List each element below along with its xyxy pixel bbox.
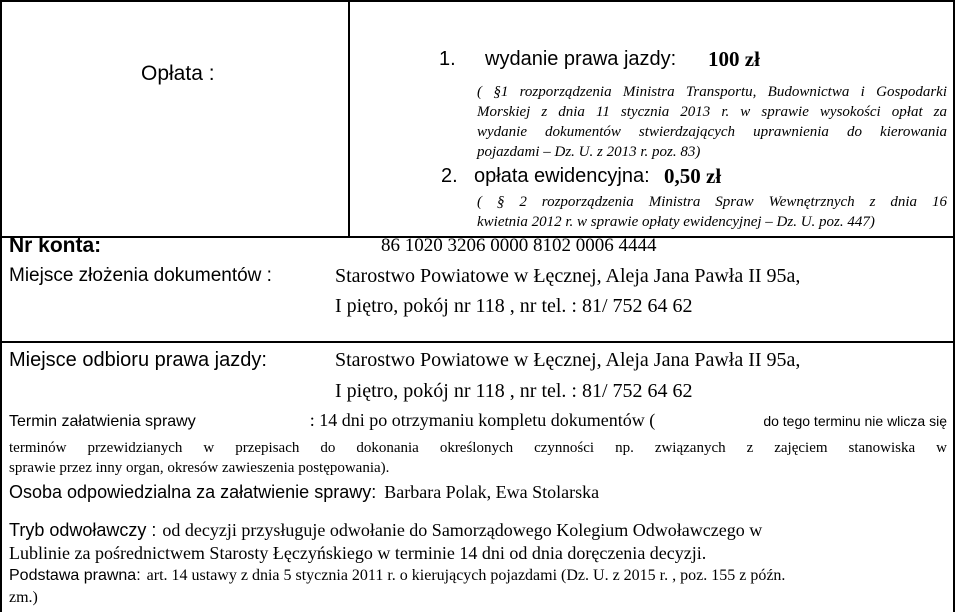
legal-basis-row	[9, 567, 785, 585]
fee-item-1-title: wydanie prawa jazdy:	[485, 48, 677, 70]
responsible-label: Osoba odpowiedzialna za załatwienie sprawy:	[9, 482, 377, 502]
fee-label: Opłata :	[141, 62, 215, 85]
fee-item-1-note-line-4: pojazdami – Dz. U. z 2013 r. poz. 83)	[477, 144, 701, 160]
fee-item-1-note-line-2: Morskiej z dnia 11 stycznia 2013 r. w sprawie wysokości opłat za	[477, 104, 947, 120]
fee-item-1-number: 1.	[439, 48, 456, 70]
fee-item-2-amount: 0,50 zł	[664, 164, 722, 188]
pickup-address-line-1: Starostwo Powiatowe w Łęcznej, Aleja Jana Pawła II 95a,	[335, 349, 801, 371]
responsible-row	[9, 482, 599, 503]
submission-label: Miejsce złożenia dokumentów :	[9, 265, 272, 286]
legal-basis-text-line-2: zm.)	[9, 589, 38, 606]
row-divider-submission	[0, 341, 955, 343]
deadline-line-3: sprawie przez inny organ, okresów zawieszenia postępowania).	[9, 460, 390, 476]
deadline-line-2: terminów przewidzianych w przepisach do dokonania określonych czynności np. związanych z zajęciem stanowiska w	[9, 440, 947, 456]
fee-item-1-note-line-1: ( §1 rozporządzenia Ministra Transportu, Budownictwa i Gospodarki	[477, 84, 947, 100]
deadline-main-text: : 14 dni po otrzymaniu kompletu dokumentów (	[309, 410, 656, 430]
fee-column-divider	[348, 0, 350, 236]
pickup-address-line-2: I piętro, pokój nr 118 , nr tel. : 81/ 752 64 62	[335, 380, 693, 402]
appeal-row	[9, 520, 762, 541]
deadline-label: Termin załatwienia sprawy	[9, 413, 196, 430]
fee-item-1-amount: 100 zł	[708, 47, 760, 71]
fee-item-2-note-line-1: ( § 2 rozporządzenia Ministra Spraw Wewnętrznych z dnia 16	[477, 194, 947, 210]
account-label: Nr konta:	[9, 234, 102, 257]
appeal-text-line-2: Lublinie za pośrednictwem Starosty Łęczyńskiego w terminie 14 dni od dnia doręczenia decyzji.	[9, 543, 707, 563]
fee-item-2-note-line-2: kwietnia 2012 r. w sprawie opłaty ewidencyjnej – Dz. U. poz. 447)	[477, 214, 875, 230]
pickup-label: Miejsce odbioru prawa jazdy:	[9, 349, 267, 371]
legal-basis-text-line-1: art. 14 ustawy z dnia 5 stycznia 2011 r. o kierujących pojazdami (Dz. U. z 2015 r. , poz. 155 z późn.	[146, 567, 786, 584]
appeal-text-line-1: od decyzji przysługuje odwołanie do Samorządowego Kolegium Odwoławczego w	[162, 520, 763, 540]
legal-basis-label: Podstawa prawna:	[9, 567, 141, 584]
fee-item-2-title: opłata ewidencyjna:	[474, 165, 650, 187]
account-number: 86 1020 3206 0000 8102 0006 4444	[381, 235, 657, 256]
deadline-line-1	[9, 410, 947, 431]
responsible-value: Barbara Polak, Ewa Stolarska	[384, 482, 600, 502]
deadline-small-text: do tego terminu nie wlicza się	[763, 413, 947, 429]
submission-address-line-1: Starostwo Powiatowe w Łęcznej, Aleja Jana Pawła II 95a,	[335, 265, 801, 287]
fee-item-1-note-line-3: wydanie dokumentów stwierdzających uprawnienia do kierowania	[477, 124, 947, 140]
submission-address-line-2: I piętro, pokój nr 118 , nr tel. : 81/ 752 64 62	[335, 295, 693, 317]
appeal-label: Tryb odwoławczy :	[9, 520, 157, 540]
fee-item-2-number: 2.	[441, 165, 458, 187]
